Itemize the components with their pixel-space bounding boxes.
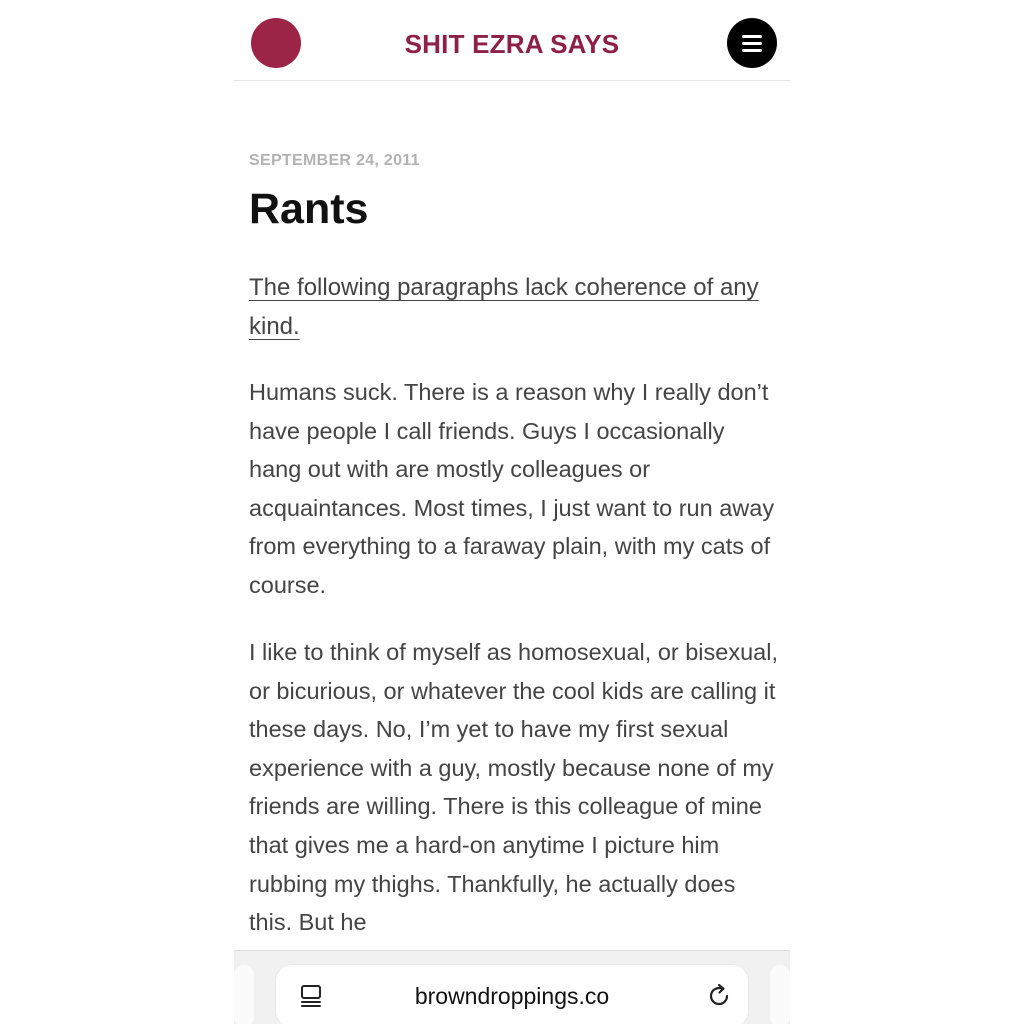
browser-toolbar xyxy=(234,950,790,1024)
post-paragraph: I like to think of myself as homosexual, or bisexual, or bicurious, or whatever the cool kids are calling it these days. No, I’m yet to have my first sexual experience with a guy, mostly because none of my friends are willing. There is this colleague of mine that gives me a hard-on anytime I picture him rubbing my thighs. Thankfully, he actually does this. But he xyxy=(249,639,778,936)
menu-button[interactable] xyxy=(727,18,777,68)
site-header xyxy=(234,0,790,81)
mobile-page xyxy=(234,0,790,1024)
post-title: Rants xyxy=(249,185,369,233)
url-text[interactable]: browndroppings.co xyxy=(414,983,610,1009)
post-date: SEPTEMBER 24, 2011 xyxy=(249,152,420,169)
next-tab-pill[interactable] xyxy=(770,965,790,1024)
site-title[interactable]: SHIT EZRA SAYS xyxy=(404,29,620,59)
previous-tab-pill[interactable] xyxy=(234,965,254,1024)
address-bar[interactable] xyxy=(276,965,748,1024)
post-paragraph: Humans suck. There is a reason why I really don’t have people I call friends. Guys I occasionally hang out with are mostly colleagues or acquaintances. Most times, I just want to run away from everything to a faraway plain, with my cats of course. xyxy=(249,379,775,598)
reload-icon[interactable] xyxy=(706,983,732,1009)
intro-link[interactable]: The following paragraphs lack coherence of any kind. xyxy=(249,274,759,340)
